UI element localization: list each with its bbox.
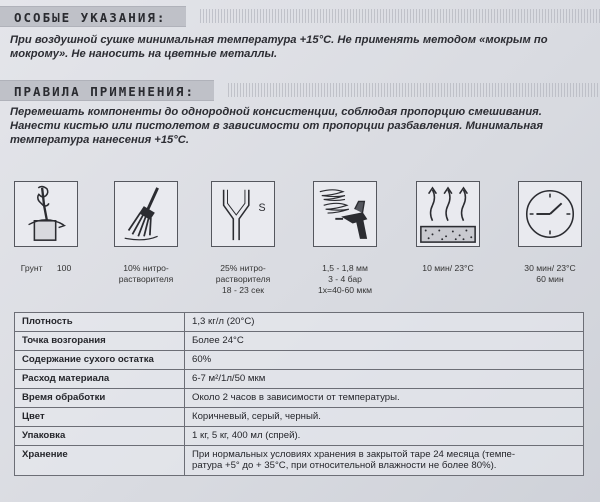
viscosity-cup-icon bbox=[211, 181, 275, 247]
property-name: Содержание сухого остатка bbox=[15, 351, 185, 370]
table-row bbox=[15, 332, 584, 351]
property-value: 1,3 кг/л (20°C) bbox=[185, 313, 584, 332]
icon-caption bbox=[0, 263, 96, 274]
caption-line: Грунт 100 bbox=[20, 263, 72, 273]
property-value bbox=[185, 446, 584, 476]
property-name: Время обработки bbox=[15, 389, 185, 408]
property-value: Около 2 часов в зависимости от температуры. bbox=[185, 389, 584, 408]
property-value: Коричневый, серый, черный. bbox=[185, 408, 584, 427]
table-row bbox=[15, 427, 584, 446]
property-value: 60% bbox=[185, 351, 584, 370]
property-name: Хранение bbox=[15, 446, 185, 476]
application-rules-text bbox=[10, 105, 592, 147]
table-row bbox=[15, 408, 584, 427]
header-hatch bbox=[228, 83, 600, 97]
text-line: При воздушной сушке минимальная температура +15°C. Не применять методом «мокрым по bbox=[10, 34, 548, 46]
primer-mixing-icon bbox=[14, 181, 78, 247]
property-name: Плотность bbox=[15, 313, 185, 332]
value-line: При нормальных условиях хранения в закрытой таре 24 месяца (темпе- bbox=[192, 449, 516, 460]
property-value: Более 24°C bbox=[185, 332, 584, 351]
caption-line: растворителя bbox=[118, 274, 174, 284]
brush-icon bbox=[114, 181, 178, 247]
special-instructions-text bbox=[10, 33, 592, 61]
table-row bbox=[15, 313, 584, 332]
property-name: Упаковка bbox=[15, 427, 185, 446]
table-row bbox=[15, 351, 584, 370]
text-line: Нанести кистью или пистолетом в зависимости от пропорции разбавления. Минимальная bbox=[10, 120, 543, 132]
section-title: ПРАВИЛА ПРИМЕНЕНИЯ: bbox=[14, 84, 195, 99]
property-name: Точка возгорания bbox=[15, 332, 185, 351]
caption-line: 10 мин/ 23°C bbox=[422, 263, 474, 273]
header-hatch bbox=[200, 9, 600, 23]
caption-line: растворителя bbox=[215, 274, 271, 284]
spray-gun-icon bbox=[313, 181, 377, 247]
section-title: ОСОБЫЕ УКАЗАНИЯ: bbox=[14, 10, 167, 25]
table-row bbox=[15, 370, 584, 389]
icon-caption bbox=[96, 263, 196, 285]
icon-caption bbox=[500, 263, 600, 285]
text-line: мокрому». Не наносить на цветные металлы. bbox=[10, 48, 278, 60]
cup-letter: S bbox=[258, 202, 266, 215]
section-header-special-instructions bbox=[0, 6, 186, 27]
table-row bbox=[15, 389, 584, 408]
caption-line: 18 - 23 сек bbox=[222, 285, 264, 295]
icon-caption bbox=[398, 263, 498, 274]
icon-caption bbox=[193, 263, 293, 296]
property-value: 6-7 м²/1л/50 мкм bbox=[185, 370, 584, 389]
caption-line: 3 - 4 бар bbox=[328, 274, 362, 284]
text-line: температура нанесения +15°C. bbox=[10, 134, 189, 146]
clock-icon bbox=[518, 181, 582, 247]
caption-line: 10% нитро- bbox=[123, 263, 169, 273]
property-name: Цвет bbox=[15, 408, 185, 427]
icon-caption bbox=[295, 263, 395, 296]
caption-line: 1х=40-60 мкм bbox=[317, 285, 373, 295]
caption-line: 30 мин/ 23°C bbox=[524, 263, 576, 273]
property-name: Расход материала bbox=[15, 370, 185, 389]
caption-line: 25% нитро- bbox=[220, 263, 266, 273]
property-value: 1 кг, 5 кг, 400 мл (спрей). bbox=[185, 427, 584, 446]
table-row bbox=[15, 446, 584, 476]
value-line: ратура +5° до + 35°C, при относительной влажности не более 80%). bbox=[192, 460, 497, 471]
text-line: Перемешать компоненты до однородной консистенции, соблюдая пропорцию смешивания. bbox=[10, 106, 542, 118]
caption-line: 60 мин bbox=[536, 274, 564, 284]
heat-drying-icon bbox=[416, 181, 480, 247]
section-header-application-rules bbox=[0, 80, 214, 101]
properties-table bbox=[14, 312, 584, 476]
caption-line: 1,5 - 1,8 мм bbox=[322, 263, 368, 273]
